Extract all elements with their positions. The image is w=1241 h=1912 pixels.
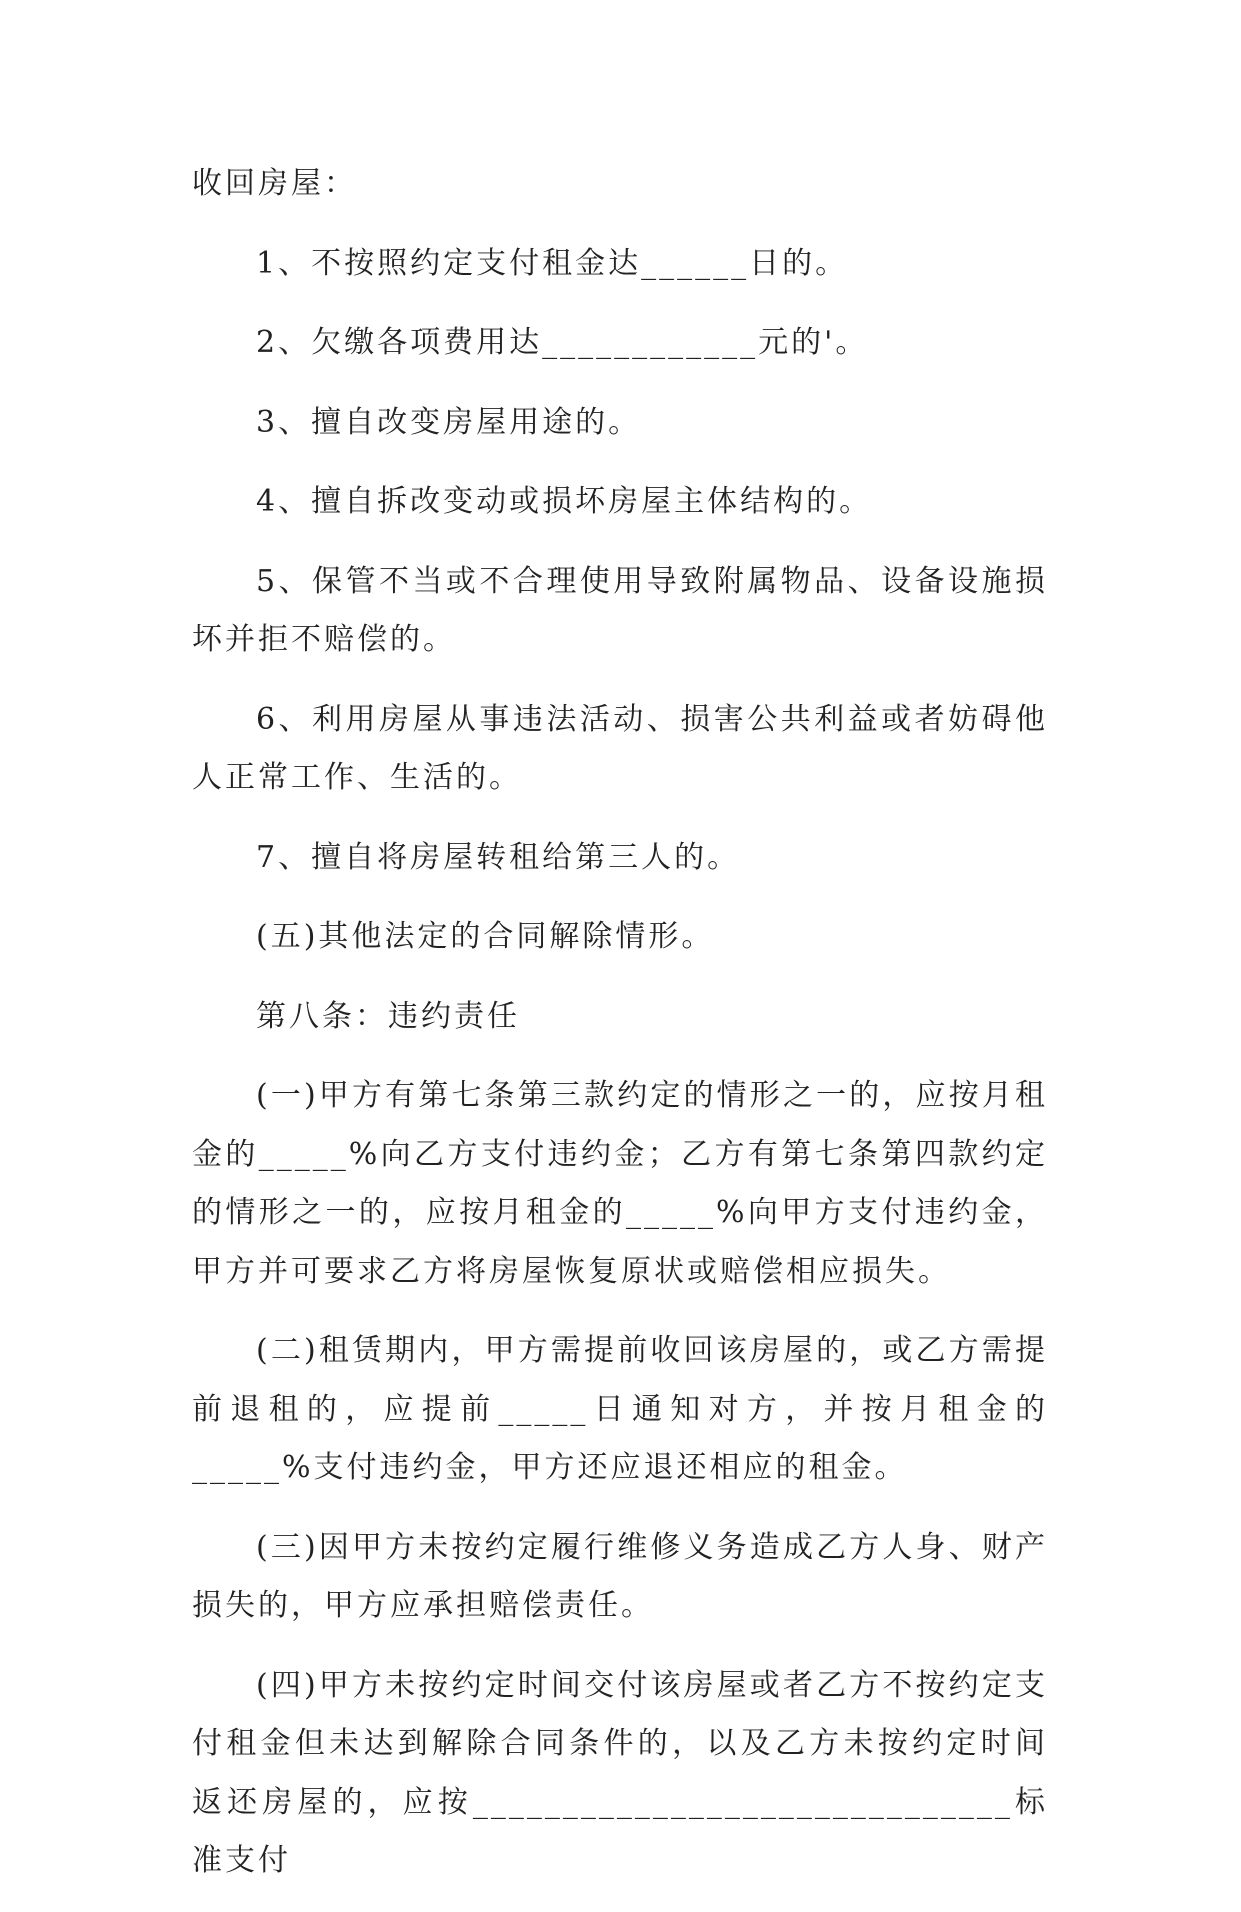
clause-item-1: 1、不按照约定支付租金达______日的。 [256, 245, 849, 281]
article-8-section-2: (二)租赁期内，甲方需提前收回该房屋的，或乙方需提前退租的，应提前_____日通知对方，并按月租金的_____%支付违约金，甲方还应退还相应的租金。 [192, 1333, 1048, 1485]
article-8-section-3: (三)因甲方未按约定履行维修义务造成乙方人身、财产损失的，甲方应承担赔偿责任。 [192, 1529, 1048, 1623]
clause-item-2: 2、欠缴各项费用达____________元的'。 [256, 325, 869, 360]
paragraph-reclaim-house: 收回房屋： [192, 166, 357, 201]
clause-item-7: 7、擅自将房屋转租给第三人的。 [256, 839, 741, 875]
clause-item-4: 4、擅自拆改变动或损坏房屋主体结构的。 [256, 484, 873, 519]
article-8-section-4: (四)甲方未按约定时间交付该房屋或者乙方不按约定支付租金但未达到解除合同条件的，以及乙方未按约定时间返还房屋的，应按______________________________标准支付 [192, 1667, 1048, 1878]
clause-item-6: 6、利用房屋从事违法活动、损害公共利益或者妨碍他人正常工作、生活的。 [192, 701, 1048, 795]
article-8-section-1: (一)甲方有第七条第三款约定的情形之一的，应按月租金的_____%向乙方支付违约金；乙方有第七条第四款约定的情形之一的，应按月租金的_____%向甲方支付违约金，甲方并可要求乙方将房屋恢复原状或赔偿相应损失。 [192, 1078, 1048, 1289]
clause-item-5: 5、保管不当或不合理使用导致附属物品、设备设施损坏并拒不赔偿的。 [192, 563, 1048, 657]
clause-section-5: (五)其他法定的合同解除情形。 [256, 919, 715, 954]
clause-item-3: 3、擅自改变房屋用途的。 [256, 404, 642, 440]
document-page [192, 155, 1048, 1912]
article-8-heading: 第八条：违约责任 [256, 998, 520, 1034]
